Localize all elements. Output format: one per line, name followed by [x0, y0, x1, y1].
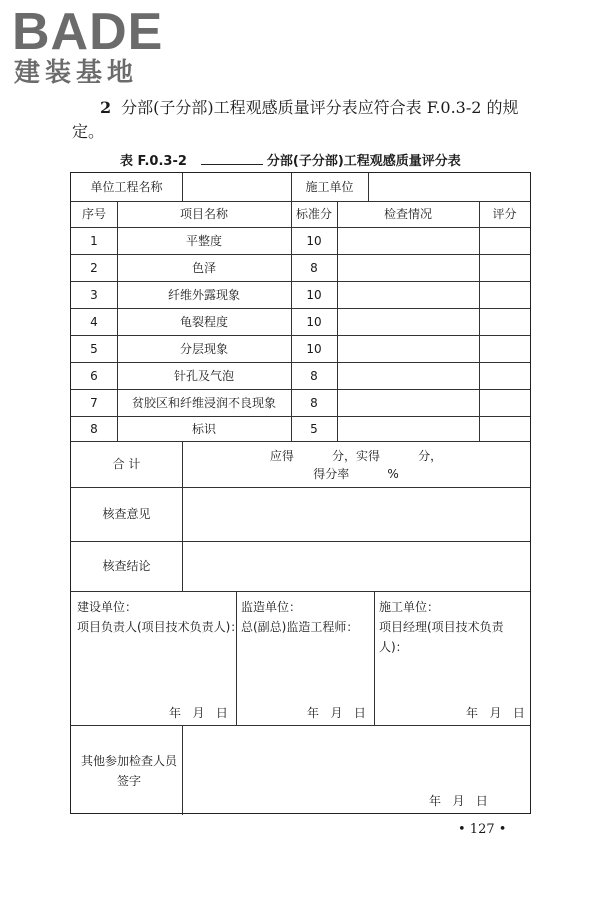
contractor-date: 年 月 日: [466, 706, 525, 720]
logo-wordmark: BADE: [12, 3, 164, 61]
column-header-no: 序号: [81, 207, 106, 221]
page-number: • 127 •: [458, 822, 507, 837]
column-header-item: 项目名称: [179, 207, 228, 221]
score-table: [70, 172, 531, 814]
row-number: 1: [90, 233, 98, 248]
construction-unit-label: 施工单位: [305, 180, 354, 194]
row-standard-score: 10: [306, 341, 322, 356]
contractor-person-label: 项目经理(项目技术负责人)：: [379, 620, 504, 654]
row-item-name: 针孔及气泡: [173, 368, 234, 383]
builder-unit-label: 建设单位：: [77, 600, 138, 614]
row-item-name: 标识: [191, 421, 216, 436]
row-standard-score: 8: [310, 260, 318, 275]
row-item-name: 色泽: [191, 260, 216, 275]
builder-date: 年 月 日: [169, 706, 228, 720]
clause-paragraph: [72, 96, 542, 144]
total-points-line: 应得 分，实得 分，: [269, 449, 443, 463]
clause-number: 2: [100, 98, 112, 117]
row-standard-score: 10: [306, 314, 322, 329]
row-item-name: 平整度: [185, 233, 222, 248]
row-number: 6: [90, 368, 98, 383]
others-label-line1: 其他参加检查人员: [80, 754, 177, 768]
row-item-name: 龟裂程度: [179, 314, 228, 329]
total-label: 合 计: [112, 457, 141, 471]
column-header-inspection: 检查情况: [383, 207, 432, 221]
row-item-name: 贫胶区和纤维浸润不良现象: [131, 395, 276, 410]
builder-person-label: 项目负责人(项目技术负责人)：: [77, 620, 243, 634]
score-rate-line: 得分率 %: [313, 467, 399, 481]
row-number: 8: [90, 421, 98, 436]
row-number: 5: [90, 341, 98, 356]
unit-project-label: 单位工程名称: [90, 180, 163, 194]
row-standard-score: 10: [306, 287, 322, 302]
row-number: 2: [90, 260, 98, 275]
others-date: 年 月 日: [429, 794, 488, 808]
contractor-unit-label: 施工单位：: [379, 600, 440, 614]
table-number: 表 F.0.3-2: [120, 154, 187, 169]
column-header-rating: 评分: [492, 207, 517, 221]
caption-blank-line: [201, 152, 263, 165]
review-conclusion-label: 核查结论: [102, 559, 151, 573]
row-number: 7: [90, 395, 98, 410]
clause-text: 分部(子分部)工程观感质量评分表应符合表 F.0.3-2 的规定。: [72, 98, 519, 141]
row-standard-score: 8: [310, 395, 318, 410]
supervisor-person-label: 总(副总)监造工程师：: [241, 620, 359, 634]
table-caption: [120, 150, 461, 169]
logo-subtitle: 建装基地: [14, 58, 139, 88]
row-number: 3: [90, 287, 98, 302]
column-header-standard-score: 标准分: [295, 207, 332, 221]
supervisor-date: 年 月 日: [307, 706, 366, 720]
row-standard-score: 5: [310, 421, 318, 436]
row-standard-score: 10: [306, 233, 322, 248]
row-standard-score: 8: [310, 368, 318, 383]
row-item-name: 纤维外露现象: [167, 287, 240, 302]
supervisor-unit-label: 监造单位：: [241, 600, 302, 614]
row-item-name: 分层现象: [179, 341, 228, 356]
row-number: 4: [90, 314, 98, 329]
review-opinion-label: 核查意见: [102, 507, 151, 521]
others-label-line2: 签字: [116, 774, 141, 788]
publisher-logo: [8, 4, 178, 90]
table-title: 分部(子分部)工程观感质量评分表: [266, 154, 461, 169]
